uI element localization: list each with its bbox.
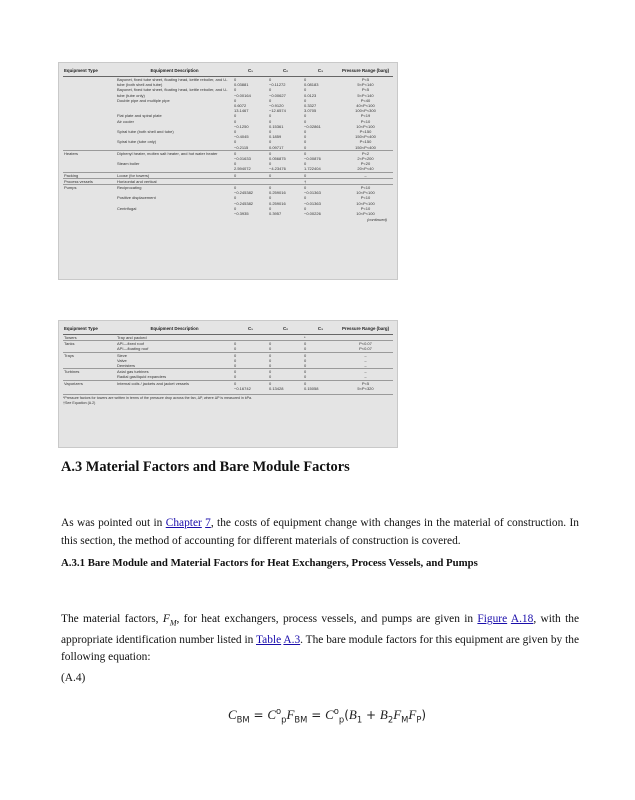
cell-equipment-type: Packing	[63, 172, 116, 178]
cell-description: Sieve	[116, 352, 233, 358]
cell-c3: 0 −0.02861	[304, 118, 321, 129]
material-factors-paragraph	[61, 611, 579, 667]
eq-cp-sub: p	[281, 714, 287, 725]
cell-c1: 0	[233, 341, 268, 347]
cell-pressure-range: P<150 150<P<400	[355, 129, 376, 140]
subsection-heading: A.3.1 Bare Module and Material Factors for Heat Exchangers, Process Vessels, and Pumps	[61, 557, 478, 569]
cell-equipment-type	[63, 77, 116, 88]
table-row	[63, 87, 393, 97]
cell-c3: 0	[303, 172, 338, 178]
table-row	[63, 129, 393, 139]
eq-open-paren: (	[344, 708, 349, 722]
equation-label: (A.4)	[61, 672, 86, 684]
cell-c2: 0	[268, 172, 303, 178]
cell-pressure-range: P<19	[360, 113, 371, 119]
cell-pressure-range: P<5 5<P<140	[357, 87, 374, 98]
cell-description: Diphenyl heater, molten salt heater, and hot water heater	[116, 150, 233, 161]
cell-pressure-range: P<40 40<P<100 100<P<300	[355, 97, 376, 114]
cell-pressure-range: P<10 10<P<100	[338, 185, 393, 196]
header-pressure-range: Pressure Range (barg)	[338, 66, 393, 77]
cell-description: Radial gas/liquid expanders	[117, 374, 167, 380]
cell-c1: 0 −0.1250	[234, 118, 249, 129]
cell-c1: 0	[234, 346, 237, 352]
cell-equipment-type	[63, 129, 116, 139]
eq-cp2-sub: p	[338, 714, 345, 725]
cell-c3: 0 −0.00226	[304, 205, 321, 217]
cell-equipment-type: Vaporizers	[63, 380, 116, 391]
eq-cp2-sup: o	[333, 706, 339, 716]
eq-fm: F	[393, 707, 402, 722]
cell-equipment-type: Towers	[64, 335, 77, 340]
cell-pressure-range: –	[364, 357, 367, 363]
cost-table-part-1	[58, 62, 398, 280]
eq-equals-2: =	[307, 708, 326, 722]
cell-c2: 0 0.3957	[269, 205, 282, 217]
header-equipment-type: Equipment Type	[63, 324, 116, 335]
section-heading: A.3 Material Factors and Bare Module Factors	[61, 459, 350, 475]
para2-text-end: . The bare module factors for this equipment are given by the following equation:	[61, 633, 579, 664]
cell-c3: 0 1.722404	[304, 161, 321, 172]
cell-c3: 0 0.0123	[304, 87, 317, 98]
cell-c3: 0 −0.01363	[304, 195, 321, 206]
cell-description: Bayonet, fixed tube sheet, floating head, kettle reboiler, and U-tube (tube only)	[117, 87, 228, 98]
cell-description: Air cooler	[117, 118, 134, 124]
table-body	[63, 77, 393, 217]
cell-description: Steam boiler	[117, 161, 140, 167]
cell-description: Internal coils / jackets and jacket vessels	[116, 380, 233, 391]
cell-c2: 0 −0.00627	[269, 87, 286, 98]
cell-c2: 0 −0.11272	[269, 77, 286, 88]
table-row	[63, 195, 393, 205]
cost-table-part-2	[58, 320, 398, 448]
cell-c2: 0 0.259016	[268, 185, 303, 196]
fm-variable-letter: F	[162, 613, 170, 625]
table-row	[63, 98, 393, 114]
cell-c1: 0 −0.3935	[234, 205, 249, 217]
eq-b2: B	[379, 707, 388, 722]
cell-c3: 0 0	[304, 129, 307, 140]
header-pressure-range: Pressure Range (barg)	[338, 324, 393, 335]
fm-variable-subscript: M	[169, 618, 177, 628]
para2-text-mid1: , for heat exchangers, process vessels, and pumps are given in	[176, 613, 478, 625]
table-row	[63, 206, 393, 216]
chapter-link[interactable]: Chapter	[165, 517, 202, 529]
table-footnotes	[63, 394, 393, 406]
cell-c2: 0	[269, 374, 272, 380]
cell-c2: 0	[269, 363, 272, 369]
cell-equipment-type	[63, 119, 116, 129]
cell-c1: 0	[233, 172, 268, 178]
eq-cp-sup: o	[276, 706, 282, 716]
cell-c1: 0	[234, 357, 237, 363]
eq-fbm-sub: BM	[294, 714, 308, 725]
cell-c1: 0 −0.2115	[234, 139, 249, 150]
eq-equals-1: =	[249, 708, 268, 722]
table-link[interactable]: Table	[256, 633, 282, 646]
table-header-row	[63, 66, 393, 77]
cell-c2: 0 −4.23476	[269, 161, 286, 172]
eq-b1: B	[348, 707, 357, 722]
cell-c3: 0	[303, 352, 338, 358]
fm-variable	[162, 613, 177, 628]
cell-pressure-range: –	[338, 172, 393, 178]
header-c1: C₁	[233, 66, 268, 77]
cell-c2: 0 −0.9120 −12.6574	[269, 97, 286, 114]
cell-c1: 0	[233, 369, 268, 375]
cell-c1: 0 −0.245382	[234, 195, 254, 206]
cell-c1: 0 −0.01633	[233, 150, 268, 161]
table-header-row	[63, 324, 393, 335]
cell-c2: 0	[268, 341, 303, 347]
para1-text-end: , the costs of equipment change with changes in the material of construction. In this section, the method of accounting for different materials of construction is covered.	[61, 517, 579, 547]
cell-pressure-range: P<10 10<P<100	[356, 195, 375, 206]
cell-equipment-type: Trays	[63, 352, 116, 358]
eq-b2-sub: 2	[387, 714, 394, 725]
eq-cbm-sub: BM	[236, 714, 250, 725]
cell-c1: 0	[234, 113, 237, 119]
cell-c1: 0 −0.4045	[234, 129, 249, 140]
cell-c1: 0 −0.00164	[234, 87, 251, 98]
cell-description: Positive displacement	[117, 195, 156, 201]
cell-c2: 0 0.1859	[269, 129, 282, 140]
cell-c2: 0	[269, 346, 272, 352]
cell-c2: 0 0.259016	[269, 195, 286, 206]
table-row	[63, 185, 393, 196]
figure-number-link[interactable]: A.18	[510, 613, 534, 625]
pressure-factor-table-continued	[63, 324, 393, 391]
header-c2: C₂	[268, 66, 303, 77]
cell-c1: 0 2.594072	[234, 161, 251, 172]
para1-text-start: As was pointed out in	[61, 517, 166, 529]
eq-b1-sub: 1	[356, 714, 363, 725]
cell-description: Horizontal and vertical	[116, 178, 233, 184]
cell-equipment-type: Heaters	[63, 150, 116, 161]
cell-c1: 0 0.03881	[234, 77, 249, 88]
cell-c3: 0 −0.00876	[303, 150, 338, 161]
cell-pressure-range: –	[364, 374, 367, 380]
cell-equipment-type: Tanks	[63, 341, 116, 347]
pressure-factor-table	[63, 66, 393, 216]
cell-description: Spiral tube (tube only)	[117, 139, 157, 145]
figure-link[interactable]: Figure	[477, 613, 508, 625]
cell-pressure-range: –	[364, 363, 367, 369]
cell-c3: 0	[303, 369, 338, 375]
cell-c2: 0	[268, 369, 303, 375]
cell-c2: 0 0.13428	[268, 380, 303, 391]
cell-description: API—floating roof	[117, 346, 149, 352]
eq-cp2: C	[325, 707, 334, 722]
table-row	[63, 77, 393, 88]
para2-text-start: The material factors,	[61, 613, 163, 625]
cell-pressure-range: –	[338, 369, 393, 375]
cell-c3: 0 0	[304, 139, 307, 150]
cell-c2: 0 0.09717	[269, 139, 284, 150]
cell-equipment-type: Process vessels	[63, 178, 116, 184]
cell-c2: 0	[268, 352, 303, 358]
header-c3: C₃	[303, 324, 338, 335]
cell-description: Tray and packed	[117, 335, 147, 340]
table-row	[63, 139, 393, 150]
cell-c3: 0	[304, 346, 307, 352]
cell-c2: 0 0.056875	[268, 150, 303, 161]
footnote-equation: †See Equation (A.2)	[63, 400, 96, 405]
cell-description: Reciprocating	[116, 185, 233, 196]
cell-pressure-range: P<150 150<P<400	[355, 139, 376, 150]
header-c2: C₂	[268, 324, 303, 335]
cell-equipment-type	[63, 195, 116, 205]
cell-pressure-range: P<0.07	[338, 341, 393, 347]
cell-description: Axial gas turbines	[116, 369, 233, 375]
eq-fp: F	[408, 707, 417, 722]
cell-c2: 0	[269, 113, 272, 119]
cell-equipment-type	[63, 139, 116, 150]
cell-equipment-type: Turbines	[63, 369, 116, 375]
cell-pressure-range: –	[338, 352, 393, 358]
eq-cbm: C	[228, 707, 237, 722]
eq-fm-sub: M	[401, 714, 409, 725]
cell-c3: 0	[303, 341, 338, 347]
cell-c1: 0 −0.16742	[233, 380, 268, 391]
header-equipment-type: Equipment Type	[63, 66, 116, 77]
header-c1: C₁	[233, 324, 268, 335]
cell-description: Valve	[117, 357, 127, 363]
eq-plus: +	[362, 708, 380, 722]
cell-c1: 0 0.6072 13.1467	[234, 97, 249, 114]
cell-pressure-range: P<5 5<P<140	[357, 77, 374, 88]
cell-c2: 0 0.15361	[269, 118, 284, 129]
cell-equipment-type: Pumps	[63, 185, 116, 196]
cell-description: Double pipe and multiple pipe	[117, 97, 170, 103]
cell-description: Flat plate and spiral plate	[117, 113, 162, 119]
chapter-number-link[interactable]: 7	[205, 517, 211, 529]
cell-c2: 0	[269, 357, 272, 363]
table-row	[63, 380, 393, 391]
eq-fbm: F	[286, 707, 295, 722]
header-c3: C₃	[303, 66, 338, 77]
cell-c1: 0	[233, 352, 268, 358]
cell-c3: 0	[304, 363, 307, 369]
cell-pressure-range: P<10 10<P<100	[356, 205, 375, 217]
table-body	[63, 335, 393, 392]
eq-close-paren: )	[421, 708, 427, 722]
footnote-towers: *Pressure factors for towers are written in terms of the pressure drop across the fan, ΔP, where ΔP is measured in kPa.	[63, 396, 253, 401]
cell-c3: †	[303, 178, 338, 184]
para2-text-mid2: , with the appropriate identification number listed in	[61, 613, 579, 646]
continued-label: (continued)	[366, 217, 387, 223]
cell-pressure-range: P<0.07	[359, 346, 372, 352]
cell-equipment-type	[63, 206, 116, 216]
cell-pressure-range: P<10 10<P<100	[356, 118, 375, 129]
cell-c3: 0	[304, 357, 307, 363]
cell-description: Centrifugal	[117, 205, 137, 211]
intro-paragraph	[61, 515, 579, 550]
cell-equipment-type	[63, 161, 116, 172]
cell-c3: 0 0.3327 3.0705	[304, 97, 317, 114]
cell-c3: 0	[304, 113, 307, 119]
cell-c3: 0 −0.01363	[303, 185, 338, 196]
cell-description: Spiral tube (both shell and tube)	[117, 129, 174, 135]
bare-module-equation	[228, 706, 426, 724]
cell-c1: 0	[234, 363, 237, 369]
cell-description: Bayonet, fixed tube sheet, floating head, kettle reboiler, and U-tube (both shell and tube)	[117, 77, 228, 88]
table-row	[63, 119, 393, 129]
cell-equipment-type	[63, 98, 116, 114]
header-equipment-description: Equipment Description	[116, 324, 233, 335]
table-row	[63, 161, 393, 172]
cell-c3: 0 0.08183	[304, 77, 319, 88]
cell-description: Loose (for towers)	[116, 172, 233, 178]
cell-c3: 0	[304, 374, 307, 380]
table-row	[63, 150, 393, 161]
cell-c3: *	[304, 335, 306, 340]
header-equipment-description: Equipment Description	[116, 66, 233, 77]
eq-fp-sub: P	[416, 714, 422, 725]
cell-c1: 0 −0.245382	[233, 185, 268, 196]
cell-pressure-range: P<20 20<P<40	[357, 161, 374, 172]
cell-c3: 0 0.15058	[303, 380, 338, 391]
cell-pressure-range: P<5 5<P<320	[338, 380, 393, 391]
cell-equipment-type	[63, 87, 116, 97]
cell-pressure-range: P<2 2<P<200	[338, 150, 393, 161]
eq-cp: C	[267, 707, 277, 722]
cell-description: API—fixed roof	[116, 341, 233, 347]
cell-c1: 0	[234, 374, 237, 380]
cell-description: Demisters	[117, 363, 136, 369]
table-number-link[interactable]: A.3	[283, 633, 301, 646]
